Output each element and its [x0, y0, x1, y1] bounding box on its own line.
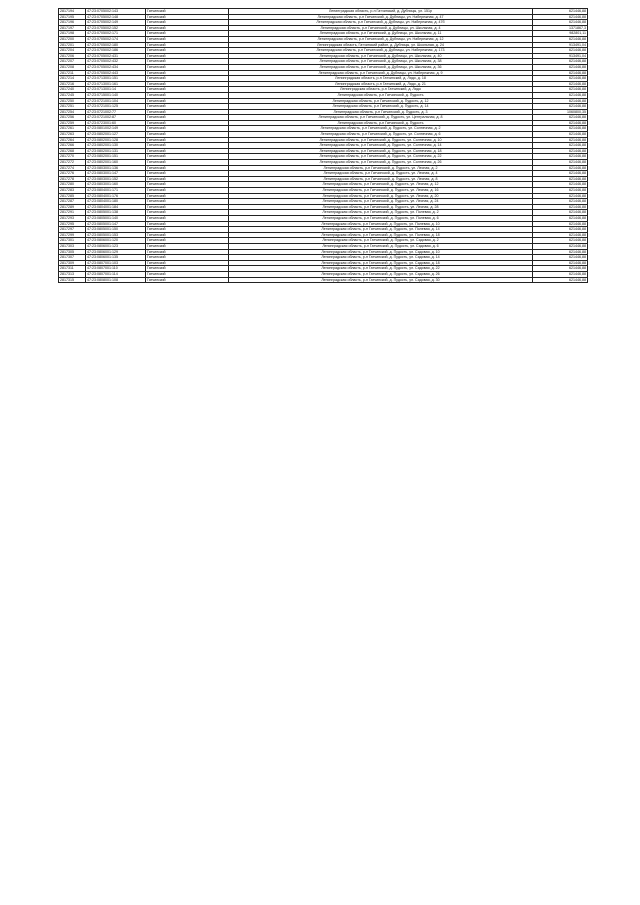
row-id-cell: 2817198: [59, 31, 86, 37]
district-cell: Гатчинский: [146, 148, 229, 154]
row-id-cell: 2817251: [59, 104, 86, 110]
cadastral-number-cell: 47:23:0807001:114: [86, 271, 146, 277]
address-cell: Ленинградская область, р-н Гатчинский, д. Дубницы, ул. 151р: [229, 9, 533, 15]
cadastral-number-cell: 47:23:0802001:128: [86, 137, 146, 143]
row-id-cell: 2817303: [59, 243, 86, 249]
value-cell: 621446,88: [533, 92, 588, 98]
value-cell: 621446,88: [533, 48, 588, 54]
row-id-cell: 2817313: [59, 271, 86, 277]
cadastral-number-cell: 47:23:0705002:152: [86, 25, 146, 31]
table-body: [59, 9, 588, 283]
value-cell: 621446,88: [533, 115, 588, 121]
district-cell: Гатчинский: [146, 215, 229, 221]
value-cell: 621446,88: [533, 148, 588, 154]
value-cell: 621446,88: [533, 81, 588, 87]
district-cell: Гатчинский: [146, 238, 229, 244]
district-cell: Гатчинский: [146, 193, 229, 199]
cadastral-number-cell: 47:23:0806001:120: [86, 238, 146, 244]
district-cell: Гатчинский: [146, 76, 229, 82]
district-cell: Гатчинский: [146, 109, 229, 115]
value-cell: 621446,88: [533, 199, 588, 205]
address-cell: Ленинградская область, р-н Гатчинский, д. Пудость, ул. Солнечная, д. 2: [229, 126, 533, 132]
value-cell: 621446,88: [533, 182, 588, 188]
district-cell: Гатчинский: [146, 115, 229, 121]
district-cell: Гатчинский: [146, 137, 229, 143]
cadastral-number-cell: 47:23:0721002:77: [86, 109, 146, 115]
value-cell: 621446,88: [533, 132, 588, 138]
address-cell: Ленинградская область, р-н Гатчинский, д. Лядо, д. 21: [229, 81, 533, 87]
row-id-cell: 2817299: [59, 232, 86, 238]
row-id-cell: 2817204: [59, 48, 86, 54]
cadastral-number-cell: 47:23:0713001:151: [86, 76, 146, 82]
value-cell: 621446,88: [533, 98, 588, 104]
row-id-cell: 2817197: [59, 25, 86, 31]
cadastral-number-cell: 47:23:0808001:108: [86, 277, 146, 283]
district-cell: Гатчинский: [146, 227, 229, 233]
district-cell: Гатчинский: [146, 210, 229, 216]
address-cell: Ленинградская область, р-н Гатчинский, д. Дубницы, ул. Набережная, д. 47: [229, 14, 533, 20]
cadastral-number-cell: 47:23:0705002:149: [86, 20, 146, 26]
district-cell: Гатчинский: [146, 31, 229, 37]
address-cell: Ленинградская область, р-н Гатчинский, д. Пудость, ул. Садовая, д. 22: [229, 266, 533, 272]
value-cell: 621446,88: [533, 154, 588, 160]
address-cell: Ленинградская область, р-н Гатчинский, д. Дубницы, ул. Школьная, д. 11: [229, 31, 533, 37]
row-id-cell: 2817305: [59, 249, 86, 255]
cadastral-number-cell: 47:23:0804001:171: [86, 188, 146, 194]
document-page: [58, 8, 587, 283]
cadastral-number-cell: 47:23:0805001:150: [86, 227, 146, 233]
row-id-cell: 2817261: [59, 126, 86, 132]
row-id-cell: 2817315: [59, 277, 86, 283]
address-cell: Ленинградская область, р-н Гатчинский, д. Пудость, ул. Полевая, д. 10: [229, 221, 533, 227]
value-cell: 621446,88: [533, 266, 588, 272]
row-id-cell: 2817278: [59, 176, 86, 182]
row-id-cell: 2817268: [59, 148, 86, 154]
value-cell: 621446,88: [533, 176, 588, 182]
cadastral-number-cell: 47:23:0803001:136: [86, 165, 146, 171]
cadastral-number-cell: 47:23:0715001:140: [86, 92, 146, 98]
cadastral-number-cell: 47:23:0804001:180: [86, 199, 146, 205]
row-id-cell: 2817200: [59, 36, 86, 42]
cadastral-number-cell: 47:23:0721001:104: [86, 98, 146, 104]
value-cell: 621446,88: [533, 143, 588, 149]
value-cell: 621446,88: [533, 70, 588, 76]
district-cell: Гатчинский: [146, 260, 229, 266]
cadastral-number-cell: 47:23:0705002:143: [86, 9, 146, 15]
row-id-cell: 2817207: [59, 59, 86, 65]
row-id-cell: 2817295: [59, 221, 86, 227]
district-cell: Гатчинский: [146, 81, 229, 87]
row-id-cell: 2817266: [59, 143, 86, 149]
row-id-cell: 2817293: [59, 215, 86, 221]
cadastral-number-cell: 47:23:0713001:161: [86, 81, 146, 87]
cadastral-number-cell: 47:23:0705002:174: [86, 36, 146, 42]
value-cell: 621446,88: [533, 126, 588, 132]
row-id-cell: 2817272: [59, 160, 86, 166]
district-cell: Гатчинский: [146, 204, 229, 210]
address-cell: Ленинградская область, р-н Гатчинский, д. Пудость, ул. Лесная, д. 16: [229, 188, 533, 194]
address-cell: Ленинградская область, р-н Гатчинский, д. Пудость, ул. Лесная, д. 2: [229, 165, 533, 171]
row-id-cell: 2817307: [59, 255, 86, 261]
row-id-cell: 2817208: [59, 64, 86, 70]
value-cell: 621446,88: [533, 260, 588, 266]
cadastral-number-cell: 47:23:0803001:160: [86, 182, 146, 188]
district-cell: Гатчинский: [146, 266, 229, 272]
value-cell: 621446,88: [533, 232, 588, 238]
cadastral-number-cell: 47:23:0705002:443: [86, 70, 146, 76]
cadastral-number-cell: 47:23:0802001:131: [86, 148, 146, 154]
address-cell: Ленинградская область, р-н Гатчинский, д. Пудость, ул. Лесная, д. 24: [229, 199, 533, 205]
address-cell: Ленинградская область, Гатчинский район, д. Дубницы, ул. Школьная, д. 24: [229, 42, 533, 48]
district-cell: Гатчинский: [146, 182, 229, 188]
address-cell: Ленинградская область, р-н Гатчинский, д. Дубницы, ул. Школьная, д. 36: [229, 64, 533, 70]
cadastral-number-cell: 47:23:0804001:176: [86, 193, 146, 199]
cadastral-number-cell: 47:23:0721002:87: [86, 115, 146, 121]
address-cell: Ленинградская область, р-н Гатчинский, д. Пудость, ул. Солнечная, д. 22: [229, 154, 533, 160]
value-cell: 621446,88: [533, 76, 588, 82]
value-cell: 621446,88: [533, 243, 588, 249]
district-cell: Гатчинский: [146, 42, 229, 48]
cadastral-number-cell: 47:23:0804001:184: [86, 204, 146, 210]
address-cell: Ленинградская область, р-н Гатчинский, д. Пудость, ул. Лесная, д. 8: [229, 176, 533, 182]
cadastral-number-cell: 47:23:0806001:135: [86, 255, 146, 261]
cadastral-number-cell: 47:23:0705002:434: [86, 64, 146, 70]
row-id-cell: 2817291: [59, 210, 86, 216]
row-id-cell: 2817276: [59, 171, 86, 177]
row-id-cell: 2817301: [59, 238, 86, 244]
cadastral-number-cell: 47:23:0807001:110: [86, 266, 146, 272]
address-cell: Ленинградская область, р-н Гатчинский, д. Дубницы, ул. Школьная, д. 4: [229, 25, 533, 31]
cadastral-number-cell: 47:23:0705002:432: [86, 59, 146, 65]
value-cell: 621446,88: [533, 193, 588, 199]
address-cell: Ленинградская область, р-н Гатчинский, д. Пудость, ул. Лесная, д. 4: [229, 171, 533, 177]
cadastral-number-cell: 47:23:0805001:138: [86, 210, 146, 216]
row-id-cell: 2817289: [59, 204, 86, 210]
value-cell: 1371867,3: [533, 25, 588, 31]
cadastral-number-cell: 47:23:0802001:130: [86, 143, 146, 149]
address-cell: Ленинградская область, р-н Гатчинский, д. Дубницы, ул. Школьная, д. 40: [229, 53, 533, 59]
district-cell: Гатчинский: [146, 59, 229, 65]
district-cell: Гатчинский: [146, 176, 229, 182]
value-cell: 621446,88: [533, 238, 588, 244]
address-cell: Ленинградская область, р-н Гатчинский, д. Пудость, ул. Лесная, д. 12: [229, 182, 533, 188]
address-cell: Ленинградская область, р-н Гатчинский, д. Пудость, д. 12: [229, 98, 533, 104]
cadastral-number-cell: 47:23:0803001:147: [86, 171, 146, 177]
row-id-cell: 2817206: [59, 53, 86, 59]
value-cell: 621446,88: [533, 20, 588, 26]
value-cell: 621446,88: [533, 120, 588, 126]
value-cell: 621446,88: [533, 36, 588, 42]
cadastral-number-cell: 47:23:0801002:149: [86, 126, 146, 132]
address-cell: Ленинградская область, р-н Гатчинский, д. Пудость, ул. Полевая, д. 2: [229, 210, 533, 216]
district-cell: Гатчинский: [146, 277, 229, 283]
cadastral-number-cell: 47:23:0806001:123: [86, 243, 146, 249]
row-id-cell: 2817254: [59, 109, 86, 115]
address-cell: Ленинградская область, р-н Гатчинский, д. Пудость, ул. Солнечная, д. 14: [229, 143, 533, 149]
address-cell: Ленинградская область, р-н Гатчинский, д. Дубницы, ул. Набережная, д. 47б: [229, 20, 533, 26]
value-cell: 621446,88: [533, 171, 588, 177]
address-cell: Ленинградская область, р-н Гатчинский, д. Пудость, ул. Садовая, д. 10: [229, 249, 533, 255]
address-cell: Ленинградская область, р-н Гатчинский, д. Пудость, ул. Садовая, д. 14: [229, 255, 533, 261]
value-cell: 1060800,35: [533, 109, 588, 115]
cadastral-number-cell: 47:23:0805001:153: [86, 232, 146, 238]
row-id-cell: 2817270: [59, 154, 86, 160]
property-table: [58, 8, 588, 283]
district-cell: Гатчинский: [146, 243, 229, 249]
row-id-cell: 2817259: [59, 120, 86, 126]
cadastral-number-cell: 47:23:0803001:152: [86, 176, 146, 182]
value-cell: 621446,88: [533, 9, 588, 15]
cadastral-number-cell: 47:23:0705002:431: [86, 53, 146, 59]
address-cell: Ленинградская область, р-н Гатчинский, д. Пудость: [229, 92, 533, 98]
value-cell: 621446,88: [533, 271, 588, 277]
value-cell: 621446,88: [533, 215, 588, 221]
district-cell: Гатчинский: [146, 165, 229, 171]
district-cell: Гатчинский: [146, 199, 229, 205]
district-cell: Гатчинский: [146, 92, 229, 98]
value-cell: 621446,88: [533, 104, 588, 110]
address-cell: Ленинградская область, р-н Гатчинский, д. Пудость, ул. Полевая, д. 18: [229, 232, 533, 238]
district-cell: Гатчинский: [146, 120, 229, 126]
address-cell: Ленинградская область, р-н Гатчинский, д. Пудость, ул. Садовая, д. 2: [229, 238, 533, 244]
table-row: [59, 277, 588, 283]
row-id-cell: 2817216: [59, 81, 86, 87]
cadastral-number-cell: 47:23:0721001:125: [86, 104, 146, 110]
district-cell: Гатчинский: [146, 64, 229, 70]
district-cell: Гатчинский: [146, 14, 229, 20]
row-id-cell: 2817287: [59, 199, 86, 205]
value-cell: 621446,88: [533, 14, 588, 20]
address-cell: Ленинградская область, р-н Гатчинский, д. Пудость, ул. Садовая, д. 6: [229, 243, 533, 249]
row-id-cell: 2817214: [59, 76, 86, 82]
row-id-cell: 2817285: [59, 193, 86, 199]
row-id-cell: 2817264: [59, 137, 86, 143]
cadastral-number-cell: 47:23:0705002:180: [86, 42, 146, 48]
cadastral-number-cell: 47:23:0805001:140: [86, 215, 146, 221]
address-cell: Ленинградская область, р-н Гатчинский, д. Дубницы, ул. Школьная, д. 38: [229, 59, 533, 65]
address-cell: Ленинградская область, р-н Гатчинский, д. Пудость, ул. Центральная, д. 8: [229, 115, 533, 121]
cadastral-number-cell: 47:23:0802001:127: [86, 132, 146, 138]
value-cell: 621446,88: [533, 137, 588, 143]
value-cell: 621446,88: [533, 277, 588, 283]
district-cell: Гатчинский: [146, 98, 229, 104]
address-cell: Ленинградская область, р-н Гатчинский, д. Лядо: [229, 87, 533, 93]
address-cell: Ленинградская область, р-н Гатчинский, д. Пудость, д. 14: [229, 104, 533, 110]
row-id-cell: 2817250: [59, 98, 86, 104]
value-cell: 913491,04: [533, 53, 588, 59]
address-cell: Ленинградская область, р-н Гатчинский, д. Пудость, ул. Лесная, д. 20: [229, 193, 533, 199]
row-id-cell: 2817274: [59, 165, 86, 171]
row-id-cell: 2817240: [59, 87, 86, 93]
address-cell: Ленинградская область, р-н Гатчинский, д. Пудость: [229, 120, 533, 126]
cadastral-number-cell: 47:23:0807001:103: [86, 260, 146, 266]
district-cell: Гатчинский: [146, 154, 229, 160]
value-cell: 621446,88: [533, 255, 588, 261]
row-id-cell: 2817256: [59, 115, 86, 121]
value-cell: 982801,11: [533, 31, 588, 37]
address-cell: Ленинградская область, р-н Гатчинский, д. Лядо, д. 18: [229, 76, 533, 82]
cadastral-number-cell: 47:23:0805001:147: [86, 221, 146, 227]
district-cell: Гатчинский: [146, 271, 229, 277]
cadastral-number-cell: 47:23:0802001:151: [86, 154, 146, 160]
cadastral-number-cell: 47:23:0723001:60: [86, 120, 146, 126]
address-cell: Ленинградская область, р-н Гатчинский, д. Пудость, ул. Полевая, д. 6: [229, 215, 533, 221]
district-cell: Гатчинский: [146, 132, 229, 138]
cadastral-number-cell: 47:23:0705002:148: [86, 14, 146, 20]
cadastral-number-cell: 47:23:0705002:171: [86, 31, 146, 37]
district-cell: Гатчинский: [146, 104, 229, 110]
address-cell: Ленинградская область, р-н Гатчинский, д. Пудость, ул. Солнечная, д. 26: [229, 160, 533, 166]
value-cell: 913491,04: [533, 42, 588, 48]
value-cell: 621446,88: [533, 210, 588, 216]
row-id-cell: 2817280: [59, 182, 86, 188]
district-cell: Гатчинский: [146, 143, 229, 149]
address-cell: Ленинградская область, р-н Гатчинский, д. Дубницы, ул. Набережная, д. 12: [229, 36, 533, 42]
address-cell: Ленинградская область, р-н Гатчинский, д. Дубницы, ул. Набережная, д. 173: [229, 48, 533, 54]
row-id-cell: 2817245: [59, 92, 86, 98]
row-id-cell: 2817201: [59, 42, 86, 48]
district-cell: Гатчинский: [146, 25, 229, 31]
address-cell: Ленинградская область, р-н Гатчинский, д. Пудость, ул. Лесная, д. 28: [229, 204, 533, 210]
address-cell: Ленинградская область, р-н Гатчинский, д. Пудость, ул. Садовая, д. 30: [229, 277, 533, 283]
district-cell: Гатчинский: [146, 87, 229, 93]
value-cell: 621446,88: [533, 87, 588, 93]
district-cell: Гатчинский: [146, 36, 229, 42]
address-cell: Ленинградская область, р-н Гатчинский, д. Пудость, ул. Солнечная, д. 18: [229, 148, 533, 154]
address-cell: Ленинградская область, р-н Гатчинский, д. Пудость, ул. Солнечная, д. 10: [229, 137, 533, 143]
district-cell: Гатчинский: [146, 53, 229, 59]
district-cell: Гатчинский: [146, 171, 229, 177]
row-id-cell: 2817311: [59, 266, 86, 272]
district-cell: Гатчинский: [146, 48, 229, 54]
row-id-cell: 2817194: [59, 9, 86, 15]
district-cell: Гатчинский: [146, 126, 229, 132]
district-cell: Гатчинский: [146, 70, 229, 76]
row-id-cell: 2817211: [59, 70, 86, 76]
cadastral-number-cell: 47:23:0705002:186: [86, 48, 146, 54]
value-cell: 621446,88: [533, 59, 588, 65]
row-id-cell: 2817195: [59, 14, 86, 20]
district-cell: Гатчинский: [146, 232, 229, 238]
district-cell: Гатчинский: [146, 20, 229, 26]
value-cell: 621446,88: [533, 204, 588, 210]
district-cell: Гатчинский: [146, 188, 229, 194]
district-cell: Гатчинский: [146, 160, 229, 166]
address-cell: Ленинградская область, р-н Гатчинский, д. Дубницы, ул. Набережная, д. 9: [229, 70, 533, 76]
row-id-cell: 2817309: [59, 260, 86, 266]
district-cell: Гатчинский: [146, 249, 229, 255]
value-cell: 621446,88: [533, 249, 588, 255]
value-cell: 621446,88: [533, 188, 588, 194]
address-cell: Ленинградская область, р-н Гатчинский, д. Пудость, ул. Садовая, д. 26: [229, 271, 533, 277]
cadastral-number-cell: 47:23:0806001:129: [86, 249, 146, 255]
address-cell: Ленинградская область, р-н Гатчинский, д. Пудость, д. 3: [229, 109, 533, 115]
value-cell: 621446,88: [533, 227, 588, 233]
value-cell: 621446,88: [533, 221, 588, 227]
cadastral-number-cell: 47:23:0802001:160: [86, 160, 146, 166]
row-id-cell: 2817283: [59, 188, 86, 194]
district-cell: Гатчинский: [146, 221, 229, 227]
address-cell: Ленинградская область, р-н Гатчинский, д. Пудость, ул. Солнечная, д. 6: [229, 132, 533, 138]
row-id-cell: 2817196: [59, 20, 86, 26]
row-id-cell: 2817263: [59, 132, 86, 138]
district-cell: Гатчинский: [146, 255, 229, 261]
cadastral-number-cell: 47:23:0713001:14: [86, 87, 146, 93]
district-cell: Гатчинский: [146, 9, 229, 15]
address-cell: Ленинградская область, р-н Гатчинский, д. Пудость, ул. Полевая, д. 14: [229, 227, 533, 233]
row-id-cell: 2817297: [59, 227, 86, 233]
value-cell: 621446,88: [533, 160, 588, 166]
address-cell: Ленинградская область, р-н Гатчинский, д. Пудость, ул. Садовая, д. 18: [229, 260, 533, 266]
value-cell: 621446,88: [533, 165, 588, 171]
value-cell: 621446,88: [533, 64, 588, 70]
